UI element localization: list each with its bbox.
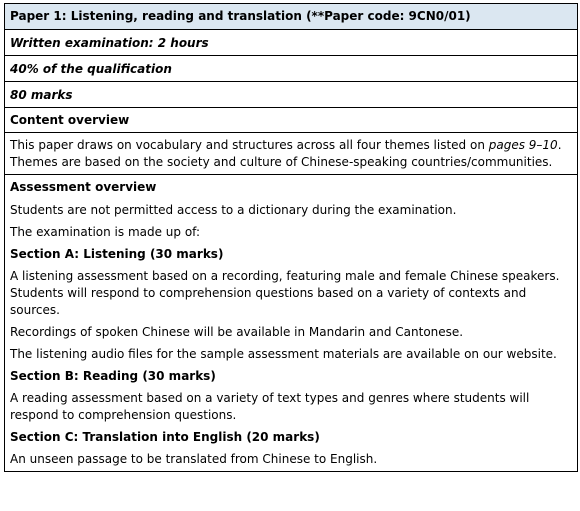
paper-title-row xyxy=(5,4,577,29)
exam-time-row xyxy=(5,29,577,55)
total-marks: 80 marks xyxy=(10,88,73,102)
content-overview-body-row xyxy=(5,132,577,174)
section-a-p2: Recordings of spoken Chinese will be available in Mandarin and Cantonese. xyxy=(10,325,464,339)
content-overview-text xyxy=(10,137,572,171)
exam-time: Written examination: 2 hours xyxy=(10,36,209,50)
section-b-heading: Section B: Reading (30 marks) xyxy=(10,369,216,383)
section-a-heading: Section A: Listening (30 marks) xyxy=(10,247,224,261)
content-overview-text-after: . Themes are based on the society and culture of Chinese-speaking countries/communities. xyxy=(10,138,562,169)
section-c-heading: Section C: Translation into English (20 marks) xyxy=(10,430,320,444)
assessment-overview-heading: Assessment overview xyxy=(10,180,157,194)
content-overview-heading: Content overview xyxy=(10,113,130,127)
assessment-p1: Students are not permitted access to a dictionary during the examination. xyxy=(10,203,457,217)
paper-spec-table xyxy=(4,3,578,472)
content-overview-heading-row xyxy=(5,107,577,132)
paper-title: Paper 1: Listening, reading and translation (**Paper code: 9CN0/01) xyxy=(10,9,471,23)
section-c-p1: An unseen passage to be translated from Chinese to English. xyxy=(10,452,378,466)
assessment-p2: The examination is made up of: xyxy=(10,225,201,239)
section-b-p1: A reading assessment based on a variety of text types and genres where students will respond to comprehension questions. xyxy=(10,391,530,422)
assessment-overview-row xyxy=(5,174,577,471)
section-a-p3: The listening audio files for the sample assessment materials are available on our website. xyxy=(10,347,557,361)
marks-row xyxy=(5,81,577,107)
weight-row xyxy=(5,55,577,81)
qualification-weight: 40% of the qualification xyxy=(10,62,172,76)
pages-reference: pages 9–10 xyxy=(488,138,558,152)
section-a-p1: A listening assessment based on a recording, featuring male and female Chinese speakers. Students will respond to comprehension questions based on a variety of contexts and sources. xyxy=(10,269,560,317)
content-overview-text-before: This paper draws on vocabulary and structures across all four themes listed on xyxy=(10,138,489,152)
